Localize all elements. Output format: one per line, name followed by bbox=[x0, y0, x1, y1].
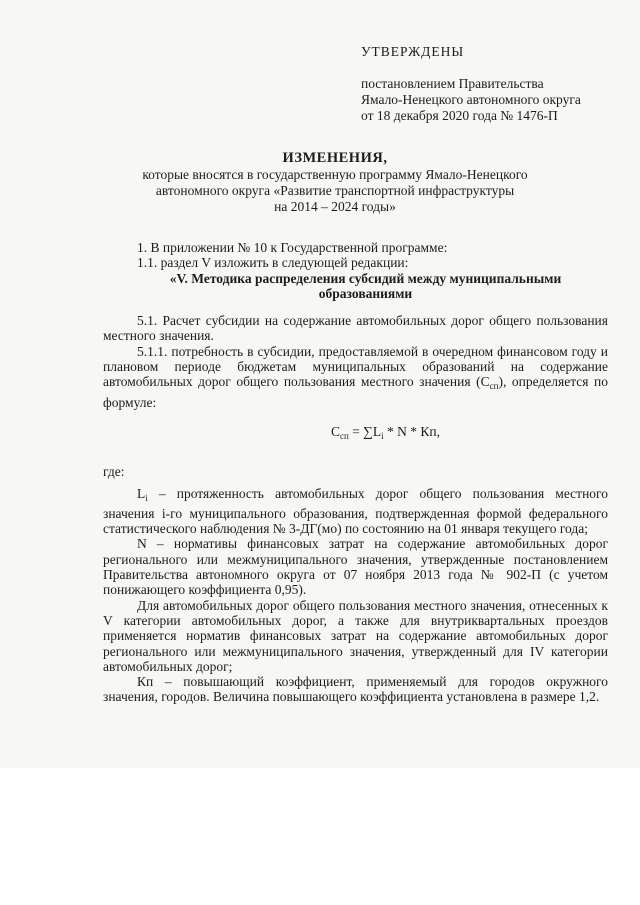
li-description: – протяженность автомобильных дорог общего пользования местного значения i-го муниципального образования, подтвержденная формой федерального статистического наблюдения № 3-ДГ(мо) по состоянию на 01 января текущего года; bbox=[103, 485, 608, 537]
heading-line-3: на 2014 – 2024 годы» bbox=[274, 199, 396, 214]
paragraph-n: N – нормативы финансовых затрат на содержание автомобильных дорог регионального или межмуниципального значения, утвержденные постановлением Правительства автономного округа от 07 ноября 2013 года № 902-П (с учетом понижающего коэффициента 0,95). bbox=[103, 536, 608, 598]
paragraph-5-1: 5.1. Расчет субсидии на содержание автомобильных дорог общего пользования местного значения. bbox=[103, 313, 608, 344]
section-title: «V. Методика распределения субсидий между муниципальными образованиями bbox=[169, 270, 562, 301]
paragraph-5-1-1 bbox=[103, 344, 608, 410]
formula bbox=[103, 424, 608, 444]
formula-c-sub: сп bbox=[340, 430, 349, 441]
p4-end: ), определяется по формуле: bbox=[103, 374, 608, 410]
p4-sub: сп bbox=[489, 381, 499, 392]
approval-line-1: постановлением Правительства bbox=[361, 76, 544, 91]
where-label: где: bbox=[103, 464, 125, 480]
paragraph-li bbox=[103, 486, 608, 537]
document-body bbox=[103, 240, 608, 705]
approval-block bbox=[361, 44, 581, 124]
heading-title: ИЗМЕНЕНИЯ, bbox=[282, 150, 388, 166]
document-heading bbox=[130, 150, 540, 215]
formula-l-sub: i bbox=[381, 430, 384, 441]
paragraph-category-v: Для автомобильных дорог общего пользования местного значения, отнесенных к V категории автомобильных дорог, а также для внутриквартальных проездов применяется норматив финансовых затрат на содержание автомобильных дорог регионального или межмуниципального значения, утвержденный для IV категории автомобильных дорог; bbox=[103, 597, 608, 674]
paragraph-kp: Кп – повышающий коэффициент, применяемый для городов окружного значения, городов. Величина повышающего коэффициента установлена в размере 1,2. bbox=[103, 674, 608, 705]
heading-line-2: автономного округа «Развитие транспортной инфраструктуры bbox=[155, 183, 515, 198]
formula-c: С bbox=[331, 423, 341, 439]
p4-start: 5.1.1. потребность в субсидии, предоставляемой в очередном финансовом году и плановом периоде бюджетам муниципальных образований на содержание автомобильных дорог общего пользования местного значения (С bbox=[103, 343, 608, 390]
heading-line-1: которые вносятся в государственную программу Ямало-Ненецкого bbox=[142, 167, 528, 182]
approval-line-2: Ямало-Ненецкого автономного округа bbox=[361, 92, 581, 107]
paragraph-2: 1.1. раздел V изложить в следующей редакции: bbox=[137, 255, 409, 271]
li-sub: i bbox=[145, 492, 148, 503]
formula-mid: = ∑L bbox=[348, 423, 382, 439]
paragraph-1: 1. В приложении № 10 к Государственной программе: bbox=[137, 240, 448, 255]
approval-title: УТВЕРЖДЕНЫ bbox=[361, 44, 465, 59]
approval-line-3: от 18 декабря 2020 года № 1476-П bbox=[361, 108, 558, 123]
li-symbol: L bbox=[137, 485, 146, 501]
formula-end: * N * Кп, bbox=[383, 423, 440, 439]
